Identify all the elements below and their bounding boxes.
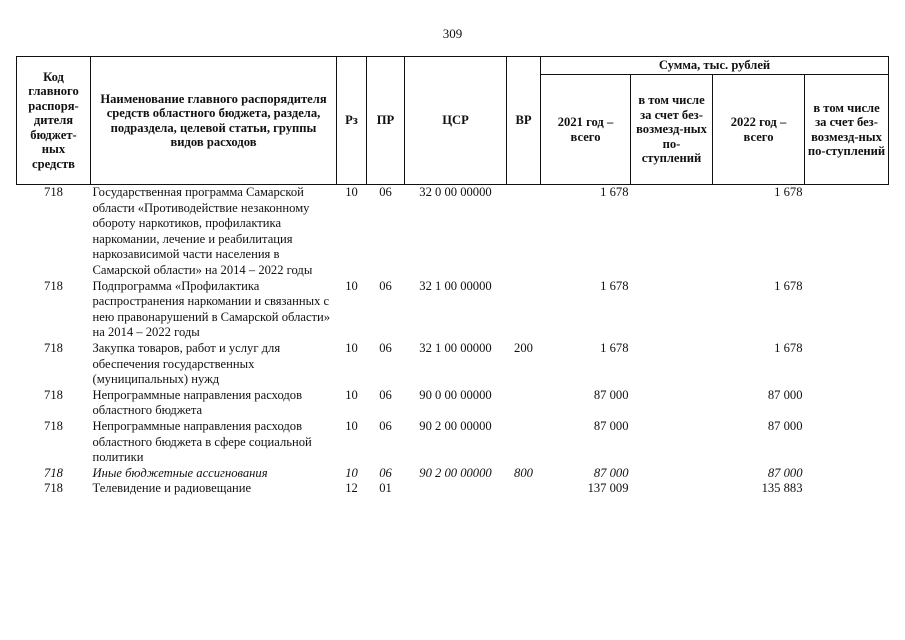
cell-csr: 90 2 00 00000	[419, 465, 492, 480]
cell-csr: 32 1 00 00000	[419, 278, 492, 293]
header-code: Код главного распоря-дителя бюджет-ных средств	[17, 57, 91, 185]
cell-2022-gratuitous	[805, 481, 889, 497]
cell-2021-total: 87 000	[593, 418, 629, 433]
table-row	[17, 279, 889, 341]
cell-name: Непрограммные направления расходов областного бюджета	[92, 387, 303, 418]
cell-2022-gratuitous	[805, 279, 889, 341]
cell-2021-total: 137 009	[587, 481, 629, 496]
cell-csr: 90 2 00 00000	[419, 418, 492, 433]
cell-code: 718	[44, 278, 63, 293]
cell-2021-total: 87 000	[593, 387, 629, 402]
cell-code: 718	[44, 481, 63, 496]
cell-2021-gratuitous	[631, 388, 713, 419]
cell-pr: 06	[379, 278, 392, 293]
cell-pr: 01	[379, 481, 392, 496]
cell-2021-gratuitous	[631, 419, 713, 466]
cell-code: 718	[44, 418, 63, 433]
cell-name: Иные бюджетные ассигнования	[92, 465, 268, 480]
table-row	[17, 341, 889, 388]
cell-csr: 32 0 00 00000	[419, 185, 492, 199]
cell-2021-total: 1 678	[600, 185, 629, 199]
cell-code: 718	[44, 340, 63, 355]
cell-2021-total: 1 678	[600, 278, 629, 293]
cell-rz: 10	[345, 340, 358, 355]
header-2021-total: 2021 год – всего	[541, 75, 631, 185]
header-rz: Рз	[337, 57, 367, 185]
cell-2022-gratuitous	[805, 388, 889, 419]
cell-vr	[507, 279, 541, 341]
cell-2022-total: 87 000	[767, 387, 803, 402]
cell-csr	[405, 481, 507, 497]
cell-pr: 06	[379, 387, 392, 402]
cell-2022-total: 135 883	[761, 481, 803, 496]
cell-pr: 06	[379, 418, 392, 433]
cell-2022-total: 1 678	[774, 278, 803, 293]
table-row	[17, 419, 889, 466]
header-name: Наименование главного распорядителя средств областного бюджета, раздела, подраздела, целевой статьи, группы видов расходов	[91, 57, 337, 185]
cell-rz: 10	[345, 418, 358, 433]
cell-2022-gratuitous	[805, 341, 889, 388]
cell-2021-gratuitous	[631, 481, 713, 497]
cell-name: Телевидение и радиовещание	[92, 481, 252, 496]
cell-2022-total: 87 000	[767, 465, 803, 480]
cell-vr	[507, 185, 541, 279]
cell-rz: 10	[345, 278, 358, 293]
cell-2022-gratuitous	[805, 466, 889, 482]
table-body	[17, 185, 889, 497]
table-row	[17, 388, 889, 419]
table-header	[17, 57, 889, 185]
cell-rz: 12	[345, 481, 358, 496]
cell-csr: 90 0 00 00000	[419, 387, 492, 402]
header-2022-total: 2022 год – всего	[713, 75, 805, 185]
cell-2022-total: 1 678	[774, 185, 803, 199]
cell-name: Непрограммные направления расходов областного бюджета в сфере социальной политики	[92, 418, 312, 465]
cell-name: Государственная программа Самарской области «Противодействие незаконному обороту наркотиков, профилактика наркомании, лечение и реабилитация наркозависимой части населения в Самарской области» на 2014 – 2022 годы	[92, 185, 313, 277]
cell-pr: 06	[379, 340, 392, 355]
cell-pr: 06	[379, 465, 392, 480]
cell-2021-gratuitous	[631, 341, 713, 388]
cell-2022-gratuitous	[805, 185, 889, 279]
cell-rz: 10	[345, 387, 358, 402]
cell-2021-total: 87 000	[593, 465, 629, 480]
table-row	[17, 481, 889, 497]
header-csr: ЦСР	[405, 57, 507, 185]
cell-pr: 06	[379, 185, 392, 199]
cell-code: 718	[44, 465, 63, 480]
header-sum: Сумма, тыс. рублей	[541, 57, 889, 75]
header-vr: ВР	[507, 57, 541, 185]
budget-table	[16, 56, 889, 497]
cell-2021-gratuitous	[631, 279, 713, 341]
page-number: 309	[442, 26, 463, 41]
header-2022-gratuitous: в том числе за счет без-возмезд-ных по-ступлений	[805, 75, 889, 185]
cell-2022-total: 1 678	[774, 340, 803, 355]
cell-vr: 800	[514, 465, 533, 480]
cell-name: Закупка товаров, работ и услуг для обеспечения государственных (муниципальных) нужд	[92, 340, 281, 387]
cell-2022-gratuitous	[805, 419, 889, 466]
cell-2021-total: 1 678	[600, 340, 629, 355]
cell-name: Подпрограмма «Профилактика распространения наркомании и связанных с нею правонарушений в Самарской области» на 2014 – 2022 годы	[92, 278, 331, 340]
cell-rz: 10	[345, 185, 358, 199]
table-row	[17, 466, 889, 482]
table-row	[17, 185, 889, 279]
cell-vr	[507, 419, 541, 466]
cell-code: 718	[44, 185, 63, 199]
cell-code: 718	[44, 387, 63, 402]
cell-2021-gratuitous	[631, 466, 713, 482]
cell-csr: 32 1 00 00000	[419, 340, 492, 355]
cell-2021-gratuitous	[631, 185, 713, 279]
cell-vr	[507, 388, 541, 419]
cell-vr	[507, 481, 541, 497]
cell-vr: 200	[514, 340, 533, 355]
cell-2022-total: 87 000	[767, 418, 803, 433]
header-pr: ПР	[367, 57, 405, 185]
cell-rz: 10	[345, 465, 358, 480]
header-2021-gratuitous: в том числе за счет без-возмезд-ных по-ступлений	[631, 75, 713, 185]
